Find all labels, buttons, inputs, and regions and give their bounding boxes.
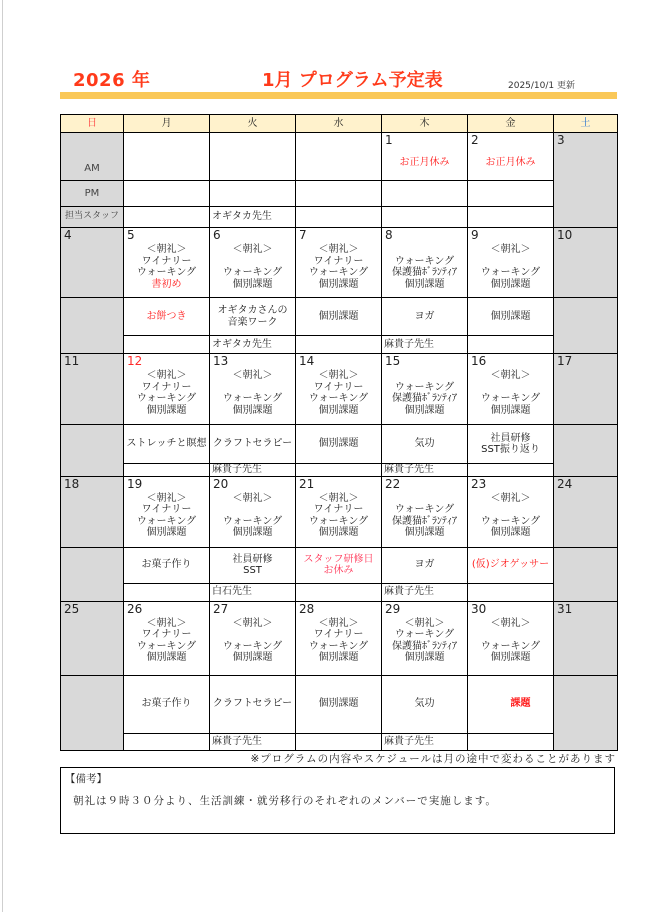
day-cell-13 — [210, 354, 296, 425]
pm-cell: (仮)ジオゲッサー — [468, 547, 554, 583]
day-number: 29 — [385, 601, 401, 616]
day-cell-18 — [61, 476, 124, 547]
staff-cell — [382, 207, 468, 228]
remarks-text: 朝礼は９時３０分より、生活訓練・就労移行のそれぞれのメンバーで実施します。 — [73, 795, 497, 807]
am-schedule: ウォーキング 保護猫ﾎﾞﾗﾝﾃｨｱ 個別課題 — [392, 255, 457, 290]
pm-cell — [296, 181, 382, 207]
day-cell-31 — [554, 601, 618, 675]
week1-am-row — [61, 133, 618, 181]
day-number: 15 — [385, 354, 401, 368]
staff-cell — [124, 733, 210, 750]
am-schedule: ＜朝礼＞ ウォーキング 個別課題 — [480, 492, 541, 538]
year-title: 2026 年 — [73, 70, 151, 91]
pm-cell: 気功 — [382, 675, 468, 733]
day-cell-17 — [554, 354, 618, 425]
pm-cell — [468, 181, 554, 207]
day-number: 18 — [64, 476, 80, 491]
am-schedule: ＜朝礼＞ ワイナリー ウォーキング 個別課題 — [136, 370, 197, 416]
day-cell-1 — [382, 133, 468, 181]
am-schedule: ＜朝礼＞ ワイナリー ウォーキング 個別課題 — [308, 370, 369, 416]
day-cell — [210, 133, 296, 181]
day-number: 16 — [471, 354, 487, 368]
pm-cell: 社員研修 SST振り返り — [468, 425, 554, 464]
day-cell-16 — [468, 354, 554, 425]
staff-cell: 麻貴子先生 — [210, 733, 296, 750]
day-cell — [296, 133, 382, 181]
pm-cell — [210, 181, 296, 207]
day-number: 6 — [213, 228, 221, 242]
page-title: 1月 プログラム予定表 — [262, 70, 443, 91]
am-schedule: ＜朝礼＞ ウォーキング 個別課題 — [222, 244, 283, 290]
pm-label: PM — [61, 181, 124, 207]
pm-cell: オギタカさんの 音楽ワーク — [210, 298, 296, 336]
staff-cell — [296, 336, 382, 354]
day-number: 22 — [385, 476, 401, 491]
staff-cell — [468, 733, 554, 750]
day-cell-27 — [210, 601, 296, 675]
pm-cell: ヨガ — [382, 547, 468, 583]
day-cell-2 — [468, 133, 554, 181]
staff-cell — [124, 464, 210, 477]
pm-cell: お菓子作り — [124, 547, 210, 583]
pm-cell — [382, 181, 468, 207]
day-cell-21 — [296, 476, 382, 547]
day-cell-14 — [296, 354, 382, 425]
day-cell-30 — [468, 601, 554, 675]
staff-cell — [468, 336, 554, 354]
am-label: AM — [61, 133, 124, 181]
day-number: 26 — [127, 601, 143, 616]
pm-cell: お餅つき — [124, 298, 210, 336]
sunday-blank — [61, 425, 124, 477]
day-cell-24 — [554, 476, 618, 547]
sunday-blank — [61, 675, 124, 750]
pm-cell: 社員研修 SST — [210, 547, 296, 583]
weekday-tue: 火 — [210, 115, 296, 133]
saturday-blank — [554, 425, 618, 477]
page-edge — [2, 0, 3, 912]
weekday-mon: 月 — [124, 115, 210, 133]
day-number: 5 — [127, 228, 135, 242]
weekday-thu: 木 — [382, 115, 468, 133]
day-number: 14 — [299, 354, 315, 368]
am-schedule: ＜朝礼＞ ワイナリー ウォーキング 個別課題 — [308, 617, 369, 663]
staff-cell — [468, 583, 554, 601]
day-number: 3 — [557, 133, 565, 147]
pm-cell: クラフトセラピー — [210, 425, 296, 464]
week3-am-row — [61, 354, 618, 425]
am-schedule: ＜朝礼＞ ワイナリー ウォーキング 個別課題 — [136, 492, 197, 538]
calendar-table — [60, 114, 618, 751]
day-number: 24 — [557, 476, 573, 491]
day-cell-5 — [124, 228, 210, 298]
remarks-title: 【備考】 — [65, 773, 107, 785]
pm-cell-obscured: 課題 — [468, 675, 554, 733]
holiday-label: お正月休み — [485, 157, 536, 168]
weekday-fri: 金 — [468, 115, 554, 133]
week5-am-row — [61, 601, 618, 675]
pm-cell: 気功 — [382, 425, 468, 464]
day-cell-8 — [382, 228, 468, 298]
am-schedule: ＜朝礼＞ ワイナリー ウォーキング 個別課題 — [308, 244, 369, 290]
staff-cell: オギタカ先生 — [210, 336, 296, 354]
pm-cell: スタッフ研修日 お休み — [296, 547, 382, 583]
week1-pm-row — [61, 181, 618, 207]
day-number: 31 — [557, 601, 573, 616]
day-cell-28 — [296, 601, 382, 675]
staff-cell — [124, 336, 210, 354]
day-cell-25 — [61, 601, 124, 675]
day-number: 30 — [471, 601, 487, 616]
day-cell-26 — [124, 601, 210, 675]
day-number: 27 — [213, 601, 229, 616]
day-cell-10 — [554, 228, 618, 298]
day-number: 17 — [557, 354, 573, 368]
week3-pm-row — [61, 425, 618, 464]
staff-cell — [468, 207, 554, 228]
pm-cell: お菓子作り — [124, 675, 210, 733]
day-cell-4 — [61, 228, 124, 298]
staff-cell: 麻貴子先生 — [382, 583, 468, 601]
am-schedule: ウォーキング 保護猫ﾎﾞﾗﾝﾃｨｱ 個別課題 — [392, 381, 457, 416]
day-cell-11 — [61, 354, 124, 425]
am-schedule: ＜朝礼＞ ワイナリー ウォーキング 個別課題 — [136, 617, 197, 663]
remarks-box — [60, 767, 615, 834]
pm-cell: クラフトセラピー — [210, 675, 296, 733]
saturday-blank — [554, 675, 618, 750]
week2-pm-row — [61, 298, 618, 336]
day-cell-23 — [468, 476, 554, 547]
day-number: 4 — [64, 228, 72, 242]
pm-cell: 個別課題 — [296, 298, 382, 336]
pm-cell: 個別課題 — [296, 425, 382, 464]
staff-cell — [296, 583, 382, 601]
saturday-blank — [554, 547, 618, 601]
day-cell-7 — [296, 228, 382, 298]
staff-cell: 麻貴子先生 — [382, 733, 468, 750]
day-number: 1 — [385, 133, 393, 147]
day-number: 8 — [385, 228, 393, 242]
day-number: 9 — [471, 228, 479, 242]
day-cell-20 — [210, 476, 296, 547]
day-cell-9 — [468, 228, 554, 298]
am-schedule: ＜朝礼＞ ウォーキング 個別課題 — [480, 244, 541, 290]
holiday-label: お正月休み — [399, 157, 450, 168]
day-number: 11 — [64, 354, 80, 368]
week4-pm-row — [61, 547, 618, 583]
staff-cell: 麻貴子先生 — [382, 336, 468, 354]
day-cell-3 — [554, 133, 618, 228]
day-cell-15 — [382, 354, 468, 425]
day-cell-6 — [210, 228, 296, 298]
accent-bar — [60, 92, 617, 99]
pm-cell: 個別課題 — [296, 675, 382, 733]
am-schedule: ＜朝礼＞ ウォーキング 個別課題 — [480, 617, 541, 663]
am-schedule: ＜朝礼＞ ワイナリー ウォーキング 書初め — [136, 244, 197, 290]
sunday-blank — [61, 298, 124, 354]
staff-cell: 麻貴子先生 — [382, 464, 468, 477]
day-number-holiday: 12 — [127, 354, 143, 368]
day-cell-12 — [124, 354, 210, 425]
week4-am-row — [61, 476, 618, 547]
saturday-blank — [554, 298, 618, 354]
schedule-change-note: ※プログラムの内容やスケジュールは月の途中で変わることがあります — [250, 753, 616, 765]
week3-staff-row — [61, 464, 618, 477]
day-number: 25 — [64, 601, 80, 616]
sunday-blank — [61, 547, 124, 601]
day-number: 20 — [213, 476, 229, 491]
pm-cell: ヨガ — [382, 298, 468, 336]
white-overlay — [491, 698, 511, 710]
day-number: 21 — [299, 476, 315, 491]
day-number: 10 — [557, 228, 573, 242]
pm-cell — [124, 181, 210, 207]
week5-pm-row — [61, 675, 618, 733]
am-schedule: ＜朝礼＞ ワイナリー ウォーキング 個別課題 — [308, 492, 369, 538]
am-schedule: ＜朝礼＞ ウォーキング 個別課題 — [222, 370, 283, 416]
staff-cell — [296, 733, 382, 750]
staff-cell: 白石先生 — [210, 583, 296, 601]
day-number: 7 — [299, 228, 307, 242]
week1-staff-row — [61, 207, 618, 228]
day-cell-22 — [382, 476, 468, 547]
day-cell-19 — [124, 476, 210, 547]
day-cell — [124, 133, 210, 181]
day-number: 13 — [213, 354, 229, 368]
staff-cell — [468, 464, 554, 477]
week2-am-row — [61, 228, 618, 298]
week2-staff-row — [61, 336, 618, 354]
updated-date: 2025/10/1 更新 — [508, 81, 576, 91]
weekday-header-row — [61, 115, 618, 133]
day-number: 28 — [299, 601, 315, 616]
day-number: 2 — [471, 133, 479, 147]
day-cell-29 — [382, 601, 468, 675]
week4-staff-row — [61, 583, 618, 601]
am-schedule: ＜朝礼＞ ウォーキング 個別課題 — [222, 492, 283, 538]
weekday-sun: 日 — [61, 115, 124, 133]
am-schedule: ウォーキング 保護猫ﾎﾞﾗﾝﾃｨｱ 個別課題 — [392, 504, 457, 538]
am-schedule: ＜朝礼＞ ウォーキング 個別課題 — [480, 370, 541, 416]
am-schedule: ＜朝礼＞ ウォーキング 個別課題 — [222, 617, 283, 663]
pm-cell: 個別課題 — [468, 298, 554, 336]
staff-cell — [296, 464, 382, 477]
weekday-sat: 土 — [554, 115, 618, 133]
staff-label: 担当スタッフ — [61, 207, 124, 228]
weekday-wed: 水 — [296, 115, 382, 133]
staff-cell — [124, 583, 210, 601]
am-schedule: ＜朝礼＞ ウォーキング 保護猫ﾎﾞﾗﾝﾃｨｱ 個別課題 — [392, 617, 457, 663]
staff-cell — [124, 207, 210, 228]
staff-cell: 麻貴子先生 — [210, 464, 296, 477]
staff-cell: オギタカ先生 — [210, 207, 296, 228]
pm-cell: ストレッチと瞑想 — [124, 425, 210, 464]
staff-cell — [296, 207, 382, 228]
week5-staff-row — [61, 733, 618, 750]
day-number: 19 — [127, 476, 143, 491]
day-number: 23 — [471, 476, 487, 491]
